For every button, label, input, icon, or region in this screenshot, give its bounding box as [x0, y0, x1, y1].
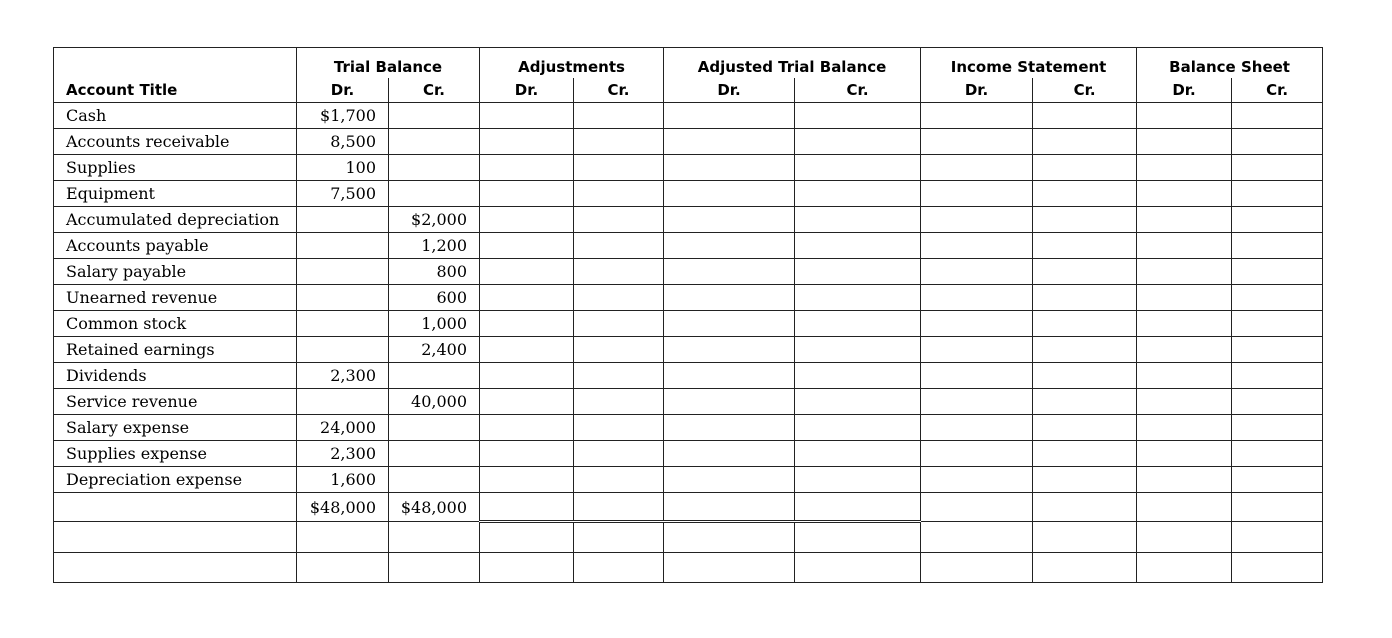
empty-cell — [1232, 311, 1323, 337]
empty-cell — [1137, 155, 1232, 181]
tb-cr-cell — [389, 441, 480, 467]
empty-cell — [795, 285, 921, 311]
tb-dr-cell: $1,700 — [297, 103, 389, 129]
empty-cell — [1033, 207, 1137, 233]
empty-cell — [664, 467, 795, 493]
empty-cell — [921, 181, 1033, 207]
empty-cell — [795, 129, 921, 155]
empty-cell — [54, 553, 297, 583]
empty-cell — [1232, 467, 1323, 493]
account-row — [54, 389, 1323, 415]
empty-cell — [1137, 493, 1232, 522]
account-title-cell: Service revenue — [54, 389, 297, 415]
atb-dr-header: Dr. — [664, 78, 795, 103]
empty-cell — [480, 103, 574, 129]
empty-cell — [664, 129, 795, 155]
tb-dr-cell: 1,600 — [297, 467, 389, 493]
empty-cell — [297, 553, 389, 583]
empty-cell — [480, 467, 574, 493]
empty-cell — [1137, 441, 1232, 467]
empty-cell — [1033, 259, 1137, 285]
empty-cell — [1137, 103, 1232, 129]
totals-title-cell — [54, 493, 297, 522]
tb-dr-cell: 2,300 — [297, 363, 389, 389]
empty-cell — [480, 181, 574, 207]
empty-cell — [574, 103, 664, 129]
empty-cell — [664, 441, 795, 467]
tb-dr-cell: 2,300 — [297, 441, 389, 467]
empty-cell — [1033, 103, 1137, 129]
tb-cr-cell: 1,200 — [389, 233, 480, 259]
tb-dr-cell — [297, 207, 389, 233]
tb-dr-cell — [297, 311, 389, 337]
empty-cell — [795, 522, 921, 553]
account-row — [54, 467, 1323, 493]
empty-cell — [1232, 103, 1323, 129]
account-title-cell: Depreciation expense — [54, 467, 297, 493]
empty-cell — [1137, 181, 1232, 207]
tb-dr-cell: 7,500 — [297, 181, 389, 207]
worksheet-table — [53, 47, 1323, 583]
tb-cr-cell: 600 — [389, 285, 480, 311]
empty-cell — [1232, 207, 1323, 233]
tb-cr-cell — [389, 415, 480, 441]
empty-cell — [1232, 493, 1323, 522]
empty-cell — [574, 493, 664, 522]
empty-cell — [1033, 415, 1137, 441]
empty-cell — [1137, 233, 1232, 259]
empty-cell — [480, 553, 574, 583]
account-title-cell: Unearned revenue — [54, 285, 297, 311]
empty-cell — [1033, 337, 1137, 363]
account-row — [54, 415, 1323, 441]
empty-cell — [795, 207, 921, 233]
account-title-cell: Retained earnings — [54, 337, 297, 363]
account-title-cell: Salary expense — [54, 415, 297, 441]
adjusted-trial-balance-header: Adjusted Trial Balance — [664, 48, 921, 79]
empty-cell — [921, 129, 1033, 155]
empty-cell — [54, 522, 297, 553]
tb-dr-cell — [297, 389, 389, 415]
tb-dr-cell — [297, 285, 389, 311]
empty-cell — [795, 493, 921, 522]
empty-cell — [574, 415, 664, 441]
empty-cell — [1033, 233, 1137, 259]
tb-cr-cell — [389, 155, 480, 181]
empty-cell — [795, 233, 921, 259]
account-row — [54, 337, 1323, 363]
empty-cell — [574, 553, 664, 583]
account-title-cell: Salary payable — [54, 259, 297, 285]
empty-cell — [1232, 522, 1323, 553]
empty-cell — [1137, 129, 1232, 155]
empty-cell — [1033, 129, 1137, 155]
balance-sheet-header: Balance Sheet — [1137, 48, 1323, 79]
empty-cell — [480, 441, 574, 467]
empty-cell — [1033, 389, 1137, 415]
empty-cell — [664, 311, 795, 337]
atb-cr-header: Cr. — [795, 78, 921, 103]
empty-cell — [480, 337, 574, 363]
empty-cell — [574, 233, 664, 259]
adj-dr-header: Dr. — [480, 78, 574, 103]
account-title-header: Account Title — [54, 78, 297, 103]
empty-cell — [1033, 311, 1137, 337]
total-dr: $48,000 — [297, 493, 389, 522]
empty-cell — [1033, 441, 1137, 467]
empty-cell — [921, 467, 1033, 493]
empty-cell — [480, 259, 574, 285]
empty-cell — [795, 363, 921, 389]
tb-dr-header: Dr. — [297, 78, 389, 103]
empty-cell — [1033, 363, 1137, 389]
empty-cell — [921, 311, 1033, 337]
empty-cell — [795, 155, 921, 181]
empty-cell — [480, 311, 574, 337]
empty-cell — [921, 103, 1033, 129]
tb-cr-cell: 2,400 — [389, 337, 480, 363]
empty-cell — [795, 103, 921, 129]
empty-cell — [664, 363, 795, 389]
tb-cr-cell: 800 — [389, 259, 480, 285]
account-row — [54, 233, 1323, 259]
empty-cell — [480, 493, 574, 522]
empty-cell — [480, 233, 574, 259]
trial-balance-header: Trial Balance — [297, 48, 480, 79]
empty-cell — [1232, 389, 1323, 415]
empty-cell — [574, 259, 664, 285]
account-row — [54, 363, 1323, 389]
empty-cell — [1232, 233, 1323, 259]
empty-cell — [664, 259, 795, 285]
empty-cell — [574, 337, 664, 363]
empty-cell — [921, 259, 1033, 285]
empty-cell — [664, 493, 795, 522]
empty-cell — [1033, 553, 1137, 583]
empty-cell — [795, 259, 921, 285]
tb-cr-cell — [389, 129, 480, 155]
tb-dr-cell — [297, 259, 389, 285]
tb-cr-cell: 40,000 — [389, 389, 480, 415]
account-row — [54, 129, 1323, 155]
empty-cell — [664, 389, 795, 415]
empty-cell — [480, 129, 574, 155]
tb-dr-cell — [297, 337, 389, 363]
empty-cell — [574, 155, 664, 181]
empty-cell — [1232, 363, 1323, 389]
empty-cell — [664, 233, 795, 259]
empty-cell — [1137, 389, 1232, 415]
empty-cell — [921, 415, 1033, 441]
tb-dr-cell: 8,500 — [297, 129, 389, 155]
empty-cell — [921, 233, 1033, 259]
empty-cell — [1033, 155, 1137, 181]
empty-cell — [795, 389, 921, 415]
empty-cell — [1232, 285, 1323, 311]
empty-cell — [1232, 337, 1323, 363]
blank-row — [54, 553, 1323, 583]
tb-cr-cell: $2,000 — [389, 207, 480, 233]
empty-cell — [480, 207, 574, 233]
empty-cell — [664, 337, 795, 363]
empty-cell — [1137, 467, 1232, 493]
bs-dr-header: Dr. — [1137, 78, 1232, 103]
tb-cr-cell — [389, 181, 480, 207]
column-header-row — [54, 78, 1323, 103]
account-row — [54, 441, 1323, 467]
empty-cell — [664, 415, 795, 441]
empty-cell — [795, 415, 921, 441]
empty-cell — [795, 553, 921, 583]
empty-cell — [921, 155, 1033, 181]
empty-cell — [574, 389, 664, 415]
account-row — [54, 155, 1323, 181]
account-row — [54, 103, 1323, 129]
account-row — [54, 259, 1323, 285]
empty-cell — [1232, 155, 1323, 181]
empty-cell — [1033, 522, 1137, 553]
empty-cell — [1137, 363, 1232, 389]
empty-cell — [574, 181, 664, 207]
empty-cell — [921, 441, 1033, 467]
bs-cr-header: Cr. — [1232, 78, 1323, 103]
empty-cell — [795, 441, 921, 467]
empty-cell — [664, 155, 795, 181]
account-title-cell: Cash — [54, 103, 297, 129]
empty-cell — [921, 389, 1033, 415]
tb-dr-cell: 24,000 — [297, 415, 389, 441]
empty-cell — [480, 285, 574, 311]
empty-cell — [480, 363, 574, 389]
empty-cell — [1232, 259, 1323, 285]
account-title-cell: Supplies — [54, 155, 297, 181]
empty-cell — [1033, 181, 1137, 207]
tb-cr-cell: 1,000 — [389, 311, 480, 337]
empty-cell — [1137, 311, 1232, 337]
empty-cell — [795, 337, 921, 363]
empty-cell — [921, 522, 1033, 553]
empty-cell — [921, 207, 1033, 233]
tb-dr-cell: 100 — [297, 155, 389, 181]
empty-cell — [795, 311, 921, 337]
empty-cell — [664, 522, 795, 553]
empty-cell — [1033, 285, 1137, 311]
empty-cell — [1232, 553, 1323, 583]
empty-cell — [480, 389, 574, 415]
empty-cell — [1232, 441, 1323, 467]
account-title-cell: Accumulated depreciation — [54, 207, 297, 233]
empty-cell — [664, 103, 795, 129]
empty-cell — [574, 311, 664, 337]
tb-cr-cell — [389, 103, 480, 129]
account-row — [54, 311, 1323, 337]
empty-cell — [921, 363, 1033, 389]
adjustments-header: Adjustments — [480, 48, 664, 79]
empty-cell — [795, 181, 921, 207]
empty-cell — [1137, 259, 1232, 285]
empty-cell — [574, 363, 664, 389]
empty-cell — [1137, 337, 1232, 363]
account-rows — [54, 103, 1323, 493]
empty-cell — [1137, 553, 1232, 583]
income-statement-header: Income Statement — [921, 48, 1137, 79]
group-header-row — [54, 48, 1323, 79]
empty-cell — [297, 522, 389, 553]
empty-cell — [574, 522, 664, 553]
empty-cell — [1232, 129, 1323, 155]
empty-cell — [480, 155, 574, 181]
empty-cell — [574, 285, 664, 311]
tb-cr-cell — [389, 467, 480, 493]
empty-cell — [795, 467, 921, 493]
tb-cr-header: Cr. — [389, 78, 480, 103]
account-row — [54, 207, 1323, 233]
totals-row — [54, 493, 1323, 522]
empty-cell — [664, 285, 795, 311]
account-title-cell: Supplies expense — [54, 441, 297, 467]
account-title-cell: Common stock — [54, 311, 297, 337]
empty-cell — [574, 441, 664, 467]
is-cr-header: Cr. — [1033, 78, 1137, 103]
empty-cell — [1137, 415, 1232, 441]
empty-cell — [1033, 493, 1137, 522]
account-row — [54, 181, 1323, 207]
is-dr-header: Dr. — [921, 78, 1033, 103]
account-title-cell: Accounts payable — [54, 233, 297, 259]
tb-cr-cell — [389, 363, 480, 389]
empty-cell — [921, 285, 1033, 311]
account-title-cell: Dividends — [54, 363, 297, 389]
empty-cell — [921, 553, 1033, 583]
empty-cell — [1137, 285, 1232, 311]
empty-cell — [574, 467, 664, 493]
empty-cell — [480, 522, 574, 553]
account-title-cell: Accounts receivable — [54, 129, 297, 155]
empty-cell — [1232, 181, 1323, 207]
empty-cell — [1232, 415, 1323, 441]
adj-cr-header: Cr. — [574, 78, 664, 103]
empty-cell — [664, 553, 795, 583]
empty-cell — [1137, 522, 1232, 553]
empty-cell — [664, 181, 795, 207]
empty-cell — [1137, 207, 1232, 233]
empty-cell — [389, 553, 480, 583]
empty-cell — [574, 207, 664, 233]
empty-cell — [574, 129, 664, 155]
empty-cell — [389, 522, 480, 553]
empty-cell — [921, 493, 1033, 522]
empty-cell — [664, 207, 795, 233]
blank-row — [54, 522, 1323, 553]
tb-dr-cell — [297, 233, 389, 259]
empty-cell — [921, 337, 1033, 363]
total-cr: $48,000 — [389, 493, 480, 522]
account-row — [54, 285, 1323, 311]
account-title-cell: Equipment — [54, 181, 297, 207]
account-header-blank — [54, 48, 297, 79]
empty-cell — [1033, 467, 1137, 493]
empty-cell — [480, 415, 574, 441]
